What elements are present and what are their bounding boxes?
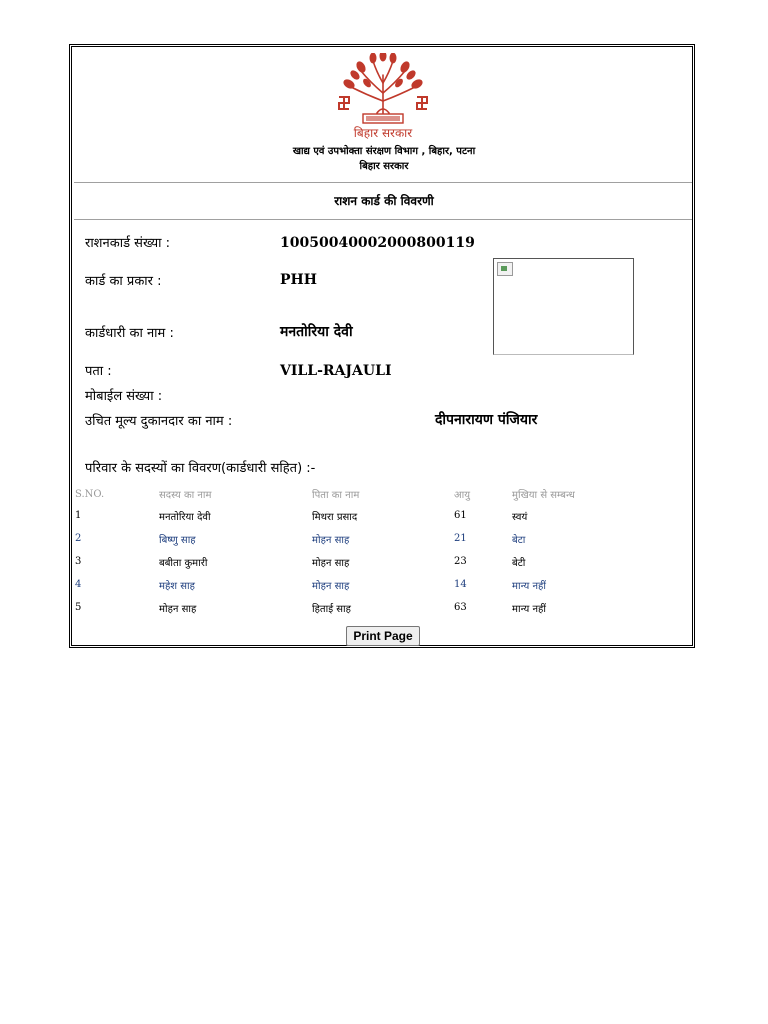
table-cell: 3 bbox=[75, 556, 82, 567]
card-number-label: राशनकार्ड संख्या : bbox=[85, 236, 170, 251]
table-cell: 5 bbox=[75, 602, 82, 613]
column-header: पिता का नाम bbox=[312, 490, 360, 501]
table-cell: मोहन साह bbox=[312, 580, 350, 592]
table-cell: मनतोरिया देवी bbox=[159, 511, 211, 523]
table-cell: हिताई साह bbox=[312, 603, 351, 615]
logo-text: बिहार सरकार bbox=[353, 126, 413, 140]
table-cell: 4 bbox=[75, 579, 82, 590]
table-cell: मान्य नहीं bbox=[512, 580, 546, 592]
card-type-value: PHH bbox=[280, 272, 317, 288]
members-title: परिवार के सदस्यों का विवरण(कार्डधारी सहित) :- bbox=[85, 461, 316, 476]
divider bbox=[74, 182, 692, 183]
table-cell: 2 bbox=[75, 533, 82, 544]
table-cell: बेटी bbox=[512, 557, 526, 569]
table-cell: मोहन साह bbox=[159, 603, 197, 615]
table-cell: मोहन साह bbox=[312, 534, 350, 546]
table-cell: 1 bbox=[75, 510, 82, 521]
section-title: राशन कार्ड की विवरणी bbox=[334, 194, 434, 208]
table-header-row bbox=[75, 484, 682, 504]
address-label: पता : bbox=[85, 364, 112, 379]
table-row bbox=[75, 527, 682, 550]
mobile-label: मोबाईल संख्या : bbox=[85, 389, 163, 404]
table-cell: मोहन साह bbox=[312, 557, 350, 569]
card-number-value: 10050040002000800119 bbox=[280, 235, 475, 251]
table-row bbox=[75, 573, 682, 596]
divider bbox=[74, 219, 692, 220]
table-cell: महेश साह bbox=[159, 580, 195, 592]
holder-photo bbox=[493, 258, 634, 355]
dealer-value: दीपनारायण पंजियार bbox=[435, 412, 538, 428]
card-type-label: कार्ड का प्रकार : bbox=[85, 274, 162, 289]
table-cell: बबीता कुमारी bbox=[159, 557, 208, 569]
column-header: मुखिया से सम्बन्ध bbox=[512, 490, 575, 501]
table-cell: 61 bbox=[454, 510, 467, 521]
table-cell: मान्य नहीं bbox=[512, 603, 546, 615]
dealer-label: उचित मूल्य दुकानदार का नाम : bbox=[85, 414, 233, 429]
column-header: S.NO. bbox=[75, 488, 105, 500]
table-row bbox=[75, 550, 682, 573]
government-heading: बिहार सरकार bbox=[359, 161, 409, 172]
members-table bbox=[75, 484, 682, 619]
broken-image-icon bbox=[497, 262, 513, 276]
bihar-bodhi-tree-logo-icon bbox=[333, 53, 433, 141]
table-cell: 63 bbox=[454, 602, 467, 613]
table-cell: 21 bbox=[454, 533, 467, 544]
table-cell: बिष्णु साह bbox=[159, 534, 196, 546]
address-value: VILL-RAJAULI bbox=[280, 363, 392, 379]
table-cell: स्वयं bbox=[512, 511, 528, 523]
table-row bbox=[75, 504, 682, 527]
table-cell: 14 bbox=[454, 579, 467, 590]
department-heading: खाद्य एवं उपभोक्ता संरक्षण विभाग , बिहार, पटना bbox=[292, 146, 476, 157]
holder-name-label: कार्डधारी का नाम : bbox=[85, 326, 174, 341]
table-row bbox=[75, 596, 682, 619]
table-cell: बेटा bbox=[512, 534, 526, 546]
column-header: सदस्य का नाम bbox=[159, 490, 212, 501]
holder-name-value: मनतोरिया देवी bbox=[280, 324, 353, 340]
column-header: आयु bbox=[454, 490, 471, 501]
table-cell: मिथरा प्रसाद bbox=[312, 511, 358, 523]
table-cell: 23 bbox=[454, 556, 467, 567]
print-page-button[interactable]: Print Page bbox=[346, 626, 420, 646]
